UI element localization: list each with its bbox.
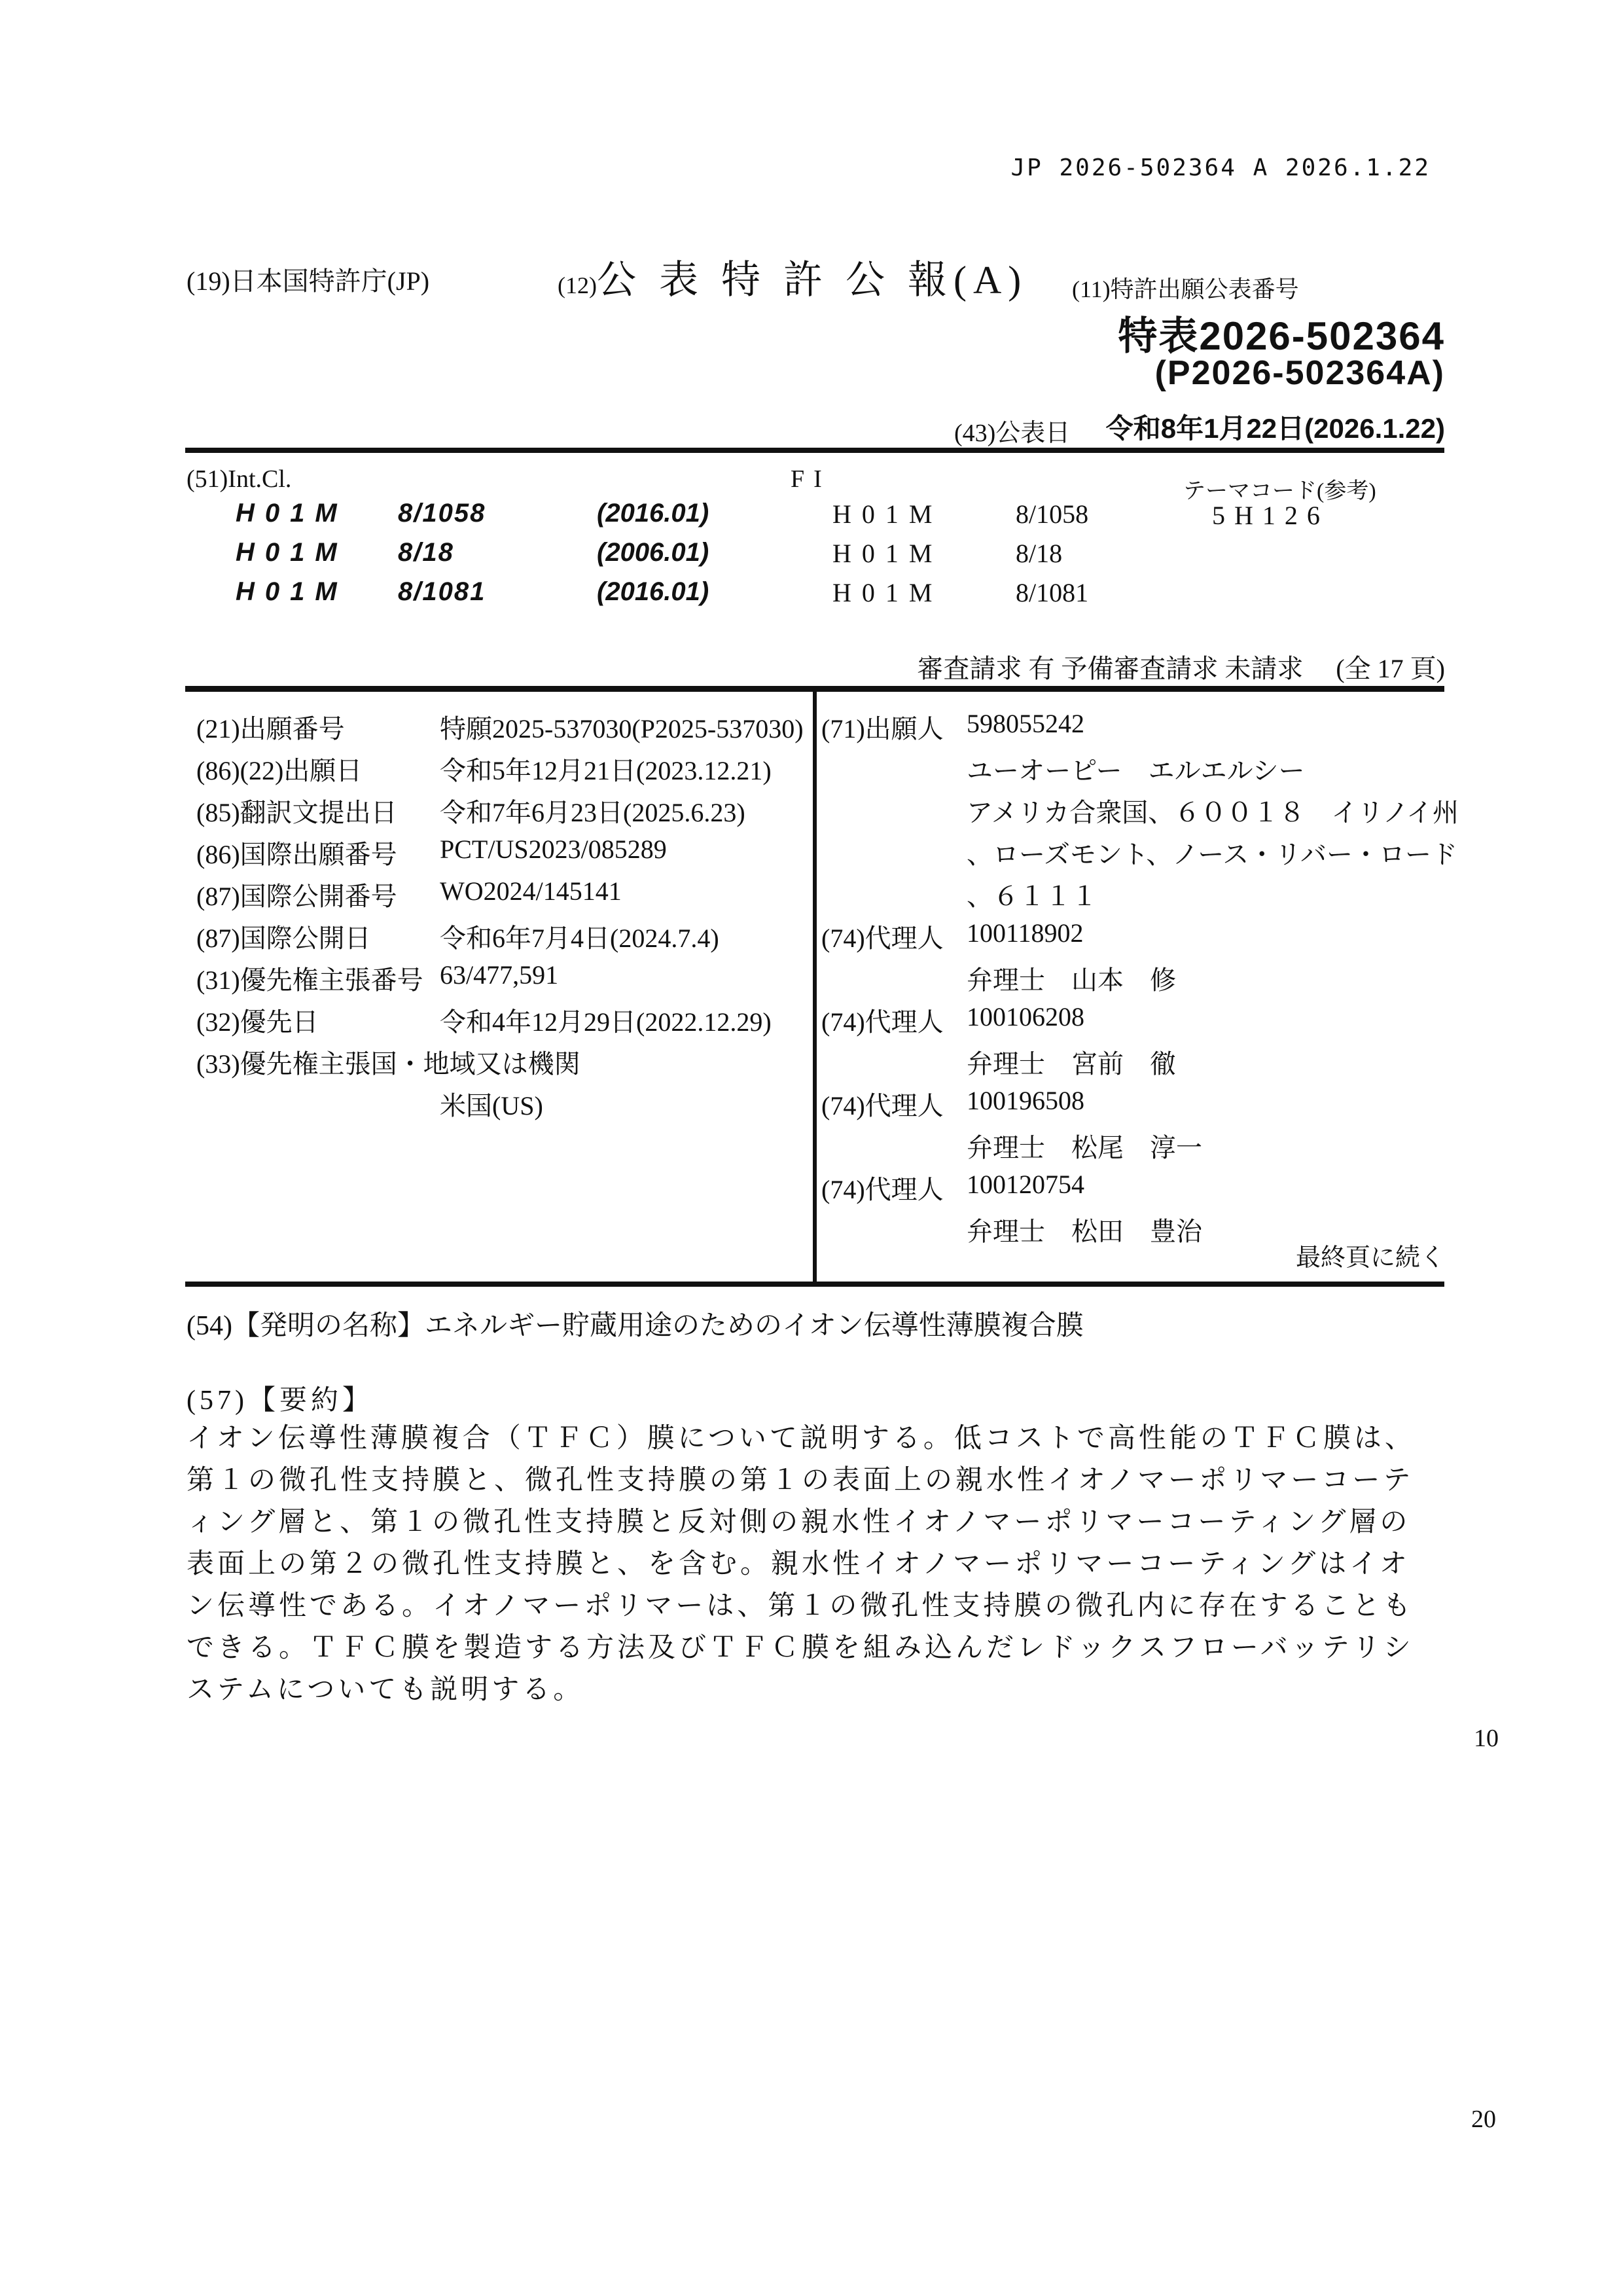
- intcl-class: H01M: [236, 577, 348, 606]
- bib-value: 令和6年7月4日(2024.7.4): [440, 924, 719, 953]
- bib-label: (87)国際公開日: [196, 924, 371, 953]
- line-number-20: 20: [1471, 2106, 1496, 2133]
- intcl-subclass: 8/1081: [398, 577, 486, 606]
- intcl-subclass: 8/18: [398, 538, 454, 567]
- bib-label: (87)国際公開番号: [196, 882, 397, 911]
- bib-value: 弁理士 山本 修: [967, 965, 1176, 995]
- bib-label: (74)代理人: [821, 1091, 944, 1121]
- document-reference-header: JP 2026-502364 A 2026.1.22: [1010, 154, 1431, 181]
- bib-value: 令和5年12月21日(2023.12.21): [440, 756, 772, 785]
- abstract-line: できる。ＴＦＣ膜を製造する方法及びＴＦＣ膜を組み込んだレドックスフローバッテリシ: [187, 1633, 1414, 1663]
- bib-label: (31)優先権主張番号: [196, 965, 423, 995]
- publication-number-label: (11)特許出願公表番号: [1072, 276, 1299, 302]
- abstract-line: イオン伝導性薄膜複合（ＴＦＣ）膜について説明する。低コストで高性能のＴＦＣ膜は、: [187, 1424, 1416, 1454]
- abstract-label: (57)【要約】: [187, 1386, 374, 1416]
- horizontal-rule-bottom: [185, 1282, 1444, 1287]
- fi-subclass: 8/1081: [1016, 578, 1089, 607]
- bib-value: 100196508: [967, 1086, 1084, 1115]
- examination-request-line: 審査請求 有 予備審査請求 未請求 (全 17 頁): [917, 654, 1445, 683]
- publication-kind-text: 公 表 特 許 公 報(A): [596, 259, 1028, 302]
- invention-title-label: (54)【発明の名称】: [187, 1311, 425, 1341]
- bib-label: (74)代理人: [821, 1007, 944, 1037]
- bib-value: 弁理士 松尾 淳一: [967, 1133, 1202, 1162]
- abstract-line: ィング層と、第１の微孔性支持膜と反対側の親水性イオノマーポリマーコーティング層の: [187, 1507, 1411, 1537]
- line-number-10: 10: [1474, 1725, 1499, 1752]
- bib-value: 100118902: [967, 918, 1084, 948]
- publication-date-label: (43)公表日: [954, 420, 1071, 447]
- publication-date-value: 令和8年1月22日(2026.1.22): [1105, 413, 1445, 444]
- publication-kind-title: [558, 249, 1027, 305]
- bib-label: (33)優先権主張国・地域又は機関: [196, 1049, 580, 1079]
- bib-value: ユーオーピー エルエルシー: [967, 756, 1305, 785]
- bib-label: (74)代理人: [821, 924, 944, 953]
- bib-label: (74)代理人: [821, 1175, 944, 1204]
- bib-label: (71)出願人: [821, 714, 944, 744]
- fi-class: H01M: [832, 499, 943, 529]
- intcl-version: (2006.01): [597, 538, 709, 567]
- publication-number-paren: (P2026-502364A): [1154, 354, 1445, 392]
- bib-value: 弁理士 松田 豊治: [967, 1217, 1202, 1246]
- bib-value: 令和7年6月23日(2025.6.23): [440, 798, 745, 827]
- bib-value: 特願2025-537030(P2025-537030): [440, 714, 804, 744]
- bib-label: (86)国際出願番号: [196, 840, 397, 869]
- abstract-line: 表面上の第２の微孔性支持膜と、を含む。親水性イオノマーポリマーコーティングはイオ: [187, 1549, 1410, 1579]
- bib-value: 令和4年12月29日(2022.12.29): [440, 1007, 772, 1037]
- int-cl-label: (51)Int.Cl.: [187, 465, 292, 493]
- horizontal-rule-top: [185, 448, 1444, 453]
- bib-value: 63/477,591: [440, 960, 559, 990]
- fi-class: H01M: [832, 578, 943, 607]
- bib-value: 弁理士 宮前 徹: [967, 1049, 1176, 1079]
- fi-subclass: 8/18: [1016, 539, 1063, 568]
- invention-title-line: [187, 1304, 1084, 1343]
- bib-value: 100120754: [967, 1170, 1084, 1199]
- abstract-text: [187, 1418, 1450, 1711]
- bib-value: アメリカ合衆国、６００１８ イリノイ州: [967, 798, 1459, 827]
- bib-value: 、ローズモント、ノース・リバー・ロード: [967, 840, 1457, 869]
- publication-number: 特表2026-502364: [1118, 314, 1445, 358]
- intcl-subclass: 8/1058: [398, 499, 486, 528]
- theme-code-label: テーマコード(参考): [1183, 479, 1376, 503]
- bib-label: (32)優先日: [196, 1007, 319, 1037]
- patent-office-label: (19)日本国特許庁(JP): [187, 266, 430, 296]
- intcl-version: (2016.01): [597, 499, 709, 528]
- bib-value: 米国(US): [440, 1091, 543, 1121]
- bib-label: (86)(22)出願日: [196, 756, 363, 785]
- continued-on-last-page-note: 最終頁に続く: [1295, 1244, 1445, 1272]
- bib-value: PCT/US2023/085289: [440, 834, 667, 864]
- intcl-version: (2016.01): [597, 577, 709, 606]
- intcl-class: H01M: [236, 538, 348, 567]
- fi-class: H01M: [832, 539, 943, 568]
- bib-value: 100106208: [967, 1002, 1084, 1031]
- bib-label: (21)出願番号: [196, 714, 345, 744]
- abstract-line: ン伝導性である。イオノマーポリマーは、第１の微孔性支持膜の微孔内に存在することも: [187, 1591, 1414, 1621]
- invention-title-text: エネルギー貯蔵用途のためのイオン伝導性薄膜複合膜: [424, 1311, 1084, 1341]
- bib-label: (85)翻訳文提出日: [196, 798, 397, 827]
- publication-kind-prefix: (12): [558, 272, 597, 298]
- bib-value: WO2024/145141: [440, 876, 622, 906]
- fi-subclass: 8/1058: [1016, 499, 1089, 529]
- abstract-line: 第１の微孔性支持膜と、微孔性支持膜の第１の表面上の親水性イオノマーポリマーコーテ: [187, 1465, 1414, 1496]
- bib-value: 、６１１１: [967, 882, 1097, 911]
- abstract-line: ステムについても説明する。: [187, 1675, 584, 1705]
- column-divider: [813, 686, 817, 1287]
- theme-code-value: 5H126: [1212, 501, 1329, 530]
- intcl-class: H01M: [236, 499, 348, 528]
- bib-value: 598055242: [967, 709, 1084, 738]
- fi-label: FI: [791, 465, 831, 493]
